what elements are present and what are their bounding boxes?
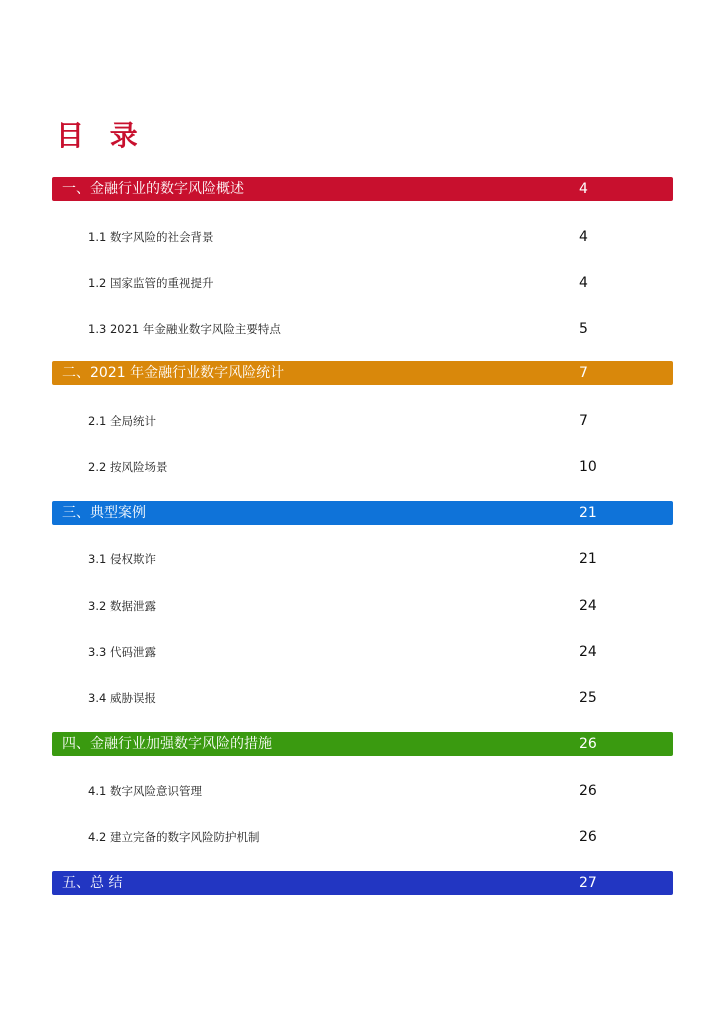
entry-page: 5 (579, 321, 588, 337)
entry-label: 3.4 威胁误报 (88, 691, 156, 705)
entry-page: 7 (579, 413, 588, 429)
toc-section-1[interactable] (52, 177, 673, 201)
toc-title: 目 录 (56, 119, 146, 152)
section-label: 二、2021 年金融行业数字风险统计 (62, 365, 285, 381)
section-label: 三、典型案例 (62, 505, 146, 521)
toc-entry-1-1[interactable] (88, 227, 628, 247)
section-label: 五、总 结 (62, 875, 123, 891)
toc-entry-3-2[interactable] (88, 596, 628, 616)
entry-label: 3.3 代码泄露 (88, 645, 156, 659)
entry-page: 4 (579, 229, 588, 245)
entry-label: 4.2 建立完备的数字风险防护机制 (88, 830, 260, 844)
entry-label: 2.2 按风险场景 (88, 460, 168, 474)
section-label: 一、金融行业的数字风险概述 (62, 181, 244, 197)
toc-section-2[interactable] (52, 361, 673, 385)
entry-page: 24 (579, 598, 597, 614)
entry-label: 1.3 2021 年金融业数字风险主要特点 (88, 322, 281, 336)
toc-entry-3-1[interactable] (88, 549, 628, 569)
entry-label: 2.1 全局统计 (88, 414, 156, 428)
toc-entry-4-2[interactable] (88, 827, 628, 847)
toc-entry-1-2[interactable] (88, 273, 628, 293)
entry-page: 24 (579, 644, 597, 660)
toc-section-4[interactable] (52, 732, 673, 756)
toc-section-3[interactable] (52, 501, 673, 525)
toc-entry-1-3[interactable] (88, 319, 628, 339)
toc-entry-2-1[interactable] (88, 411, 628, 431)
entry-page: 4 (579, 275, 588, 291)
entry-label: 4.1 数字风险意识管理 (88, 784, 202, 798)
toc-section-5[interactable] (52, 871, 673, 895)
section-page: 26 (579, 736, 597, 752)
section-page: 4 (579, 181, 588, 197)
entry-page: 21 (579, 551, 597, 567)
toc-entry-2-2[interactable] (88, 457, 628, 477)
entry-page: 25 (579, 690, 597, 706)
entry-page: 26 (579, 783, 597, 799)
section-page: 21 (579, 505, 597, 521)
toc-entry-4-1[interactable] (88, 781, 628, 801)
entry-label: 3.1 侵权欺诈 (88, 552, 156, 566)
toc-entry-3-3[interactable] (88, 642, 628, 662)
section-page: 7 (579, 365, 588, 381)
toc-entry-3-4[interactable] (88, 688, 628, 708)
section-label: 四、金融行业加强数字风险的措施 (62, 736, 272, 752)
section-page: 27 (579, 875, 597, 891)
entry-label: 1.2 国家监管的重视提升 (88, 276, 214, 290)
entry-label: 3.2 数据泄露 (88, 599, 156, 613)
entry-page: 10 (579, 459, 597, 475)
entry-label: 1.1 数字风险的社会背景 (88, 230, 214, 244)
entry-page: 26 (579, 829, 597, 845)
